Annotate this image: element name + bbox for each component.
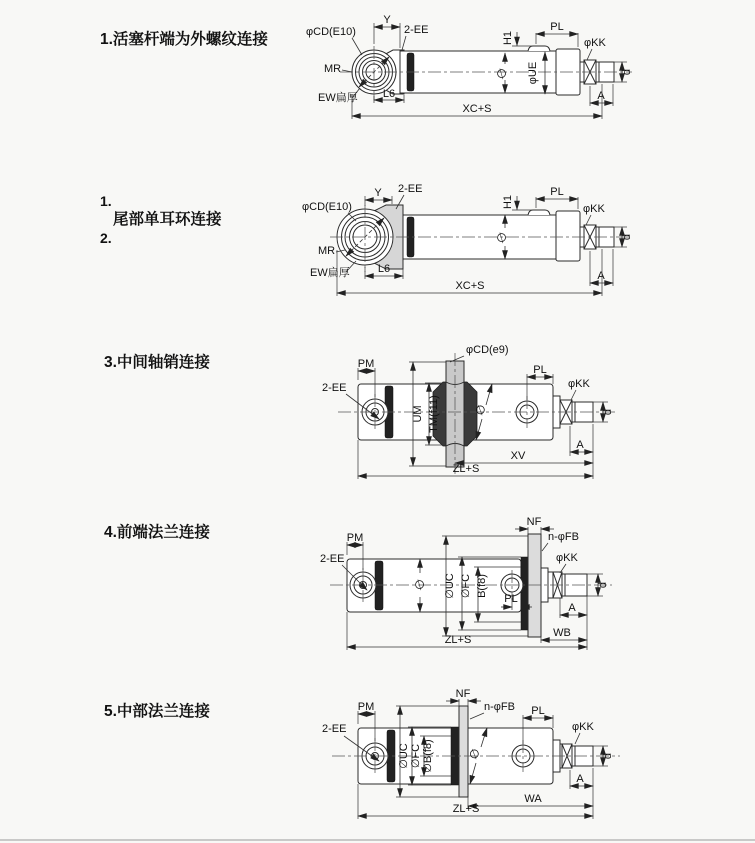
dim-label-xv: XV <box>510 450 526 462</box>
port-boss <box>528 210 550 215</box>
section-4-title: 4.前端法兰连接 <box>104 524 210 541</box>
dim-label-l6: L6 <box>382 88 396 100</box>
dim-label-y: Y <box>383 14 391 26</box>
dim-label-b: ∅B(f8) <box>422 739 434 773</box>
dim-label-pl: PL <box>550 186 564 198</box>
bore-diameter-symbol: ∅ <box>410 576 429 594</box>
dim-label-a: A <box>568 602 576 614</box>
flange-spigot-ring <box>521 557 528 630</box>
dim-label-cd: φCD(e9) <box>466 344 509 356</box>
dim-label-d: d <box>621 68 633 76</box>
dim-label-nf: NF <box>455 688 471 700</box>
dim-label-ee: 2-EE <box>320 553 345 565</box>
bore-diameter-symbol: ∅ <box>471 401 490 419</box>
dim-label-nfb: n-φFB <box>548 531 579 543</box>
dim-label-kk: φKK <box>584 37 606 49</box>
dim-label-kk: φKK <box>556 552 578 564</box>
dim-label-pl: PL <box>533 364 547 376</box>
dim-label-a: A <box>576 439 584 451</box>
diagram-2-rear-eye-mount <box>100 183 633 296</box>
dim-label-pl: PL <box>504 593 518 605</box>
diagram-3-trunnion-mount <box>104 344 618 479</box>
dim-label-y: Y <box>374 187 382 199</box>
dim-label-h1: H1 <box>502 194 514 210</box>
dim-label-ee: 2-EE <box>404 24 429 36</box>
dim-label-b: B(f8) <box>476 574 488 598</box>
dim-label-zls: ZL+S <box>452 803 480 815</box>
cylinder-head <box>556 211 580 261</box>
dim-label-pm: PM <box>346 532 364 544</box>
bore-diameter-symbol: ∅ <box>492 65 511 83</box>
dim-label-l6: L6 <box>377 263 391 275</box>
port-boss <box>528 46 550 51</box>
diagram-4-front-flange-mount <box>104 516 612 650</box>
dim-label-ee: 2-EE <box>398 183 423 195</box>
dim-label-uc: ∅UC <box>444 573 456 599</box>
dim-label-kk: φKK <box>568 378 590 390</box>
dim-label-kk: φKK <box>583 203 605 215</box>
section-1-title: 1.活塞杆端为外螺纹连接 <box>100 31 268 48</box>
dim-label-pm: PM <box>357 701 375 713</box>
mid-flange <box>459 706 468 797</box>
diagram-1-external-thread-rod-end <box>100 14 633 119</box>
dim-label-ue: φUE <box>527 61 539 85</box>
dim-label-a: A <box>597 90 605 102</box>
dim-label-d: d <box>602 408 614 416</box>
dim-label-d: d <box>597 581 609 589</box>
dim-label-cd: φCD(E10) <box>306 26 356 38</box>
dim-label-xcs: XC+S <box>455 280 485 292</box>
dim-label-tm: TM(f11) <box>428 395 440 433</box>
dim-label-wb: WB <box>553 627 571 639</box>
dim-label-ew: EW扁厚 <box>318 92 358 104</box>
dim-label-pm: PM <box>357 358 375 370</box>
bore-diameter-symbol: ∅ <box>492 229 511 247</box>
dim-label-nfb: n-φFB <box>484 701 515 713</box>
section-3-title: 3.中间轴销连接 <box>104 354 210 371</box>
dim-label-h1: H1 <box>502 30 514 46</box>
dim-label-d: d <box>602 752 614 760</box>
dim-label-fc: ∅FC <box>460 573 472 599</box>
dim-label-fc: ∅FC <box>410 743 422 769</box>
dim-label-mr: MR <box>318 245 336 257</box>
dim-label-mr: MR <box>324 63 342 75</box>
dim-label-kk: φKK <box>572 721 594 733</box>
dim-label-d: d <box>621 233 633 241</box>
dim-label-ew: EW扁厚 <box>310 267 350 279</box>
section-2-number-top: 1. <box>100 193 112 209</box>
dim-label-cd: φCD(E10) <box>302 201 352 213</box>
dim-label-pl: PL <box>531 705 545 717</box>
dim-label-wa: WA <box>524 793 542 805</box>
dim-label-um: UM <box>412 405 424 423</box>
dim-label-a: A <box>576 773 584 785</box>
dim-label-a: A <box>597 270 605 282</box>
front-flange <box>528 534 541 637</box>
dim-label-uc: ∅UC <box>398 743 410 769</box>
dim-label-nf: NF <box>526 516 542 528</box>
dim-label-ee: 2-EE <box>322 723 347 735</box>
dim-label-zls: ZL+S <box>452 463 480 475</box>
section-2-title: 尾部单耳环连接 <box>113 211 222 228</box>
section-2-number-bottom: 2. <box>100 230 112 246</box>
dim-label-pl: PL <box>550 21 564 33</box>
bore-diameter-symbol: ∅ <box>465 745 484 763</box>
dim-label-xcs: XC+S <box>462 103 492 115</box>
dim-label-zls: ZL+S <box>444 634 472 646</box>
dim-label-ee: 2-EE <box>322 382 347 394</box>
section-5-title: 5.中部法兰连接 <box>104 703 210 720</box>
diagram-5-mid-flange-mount <box>104 688 620 819</box>
